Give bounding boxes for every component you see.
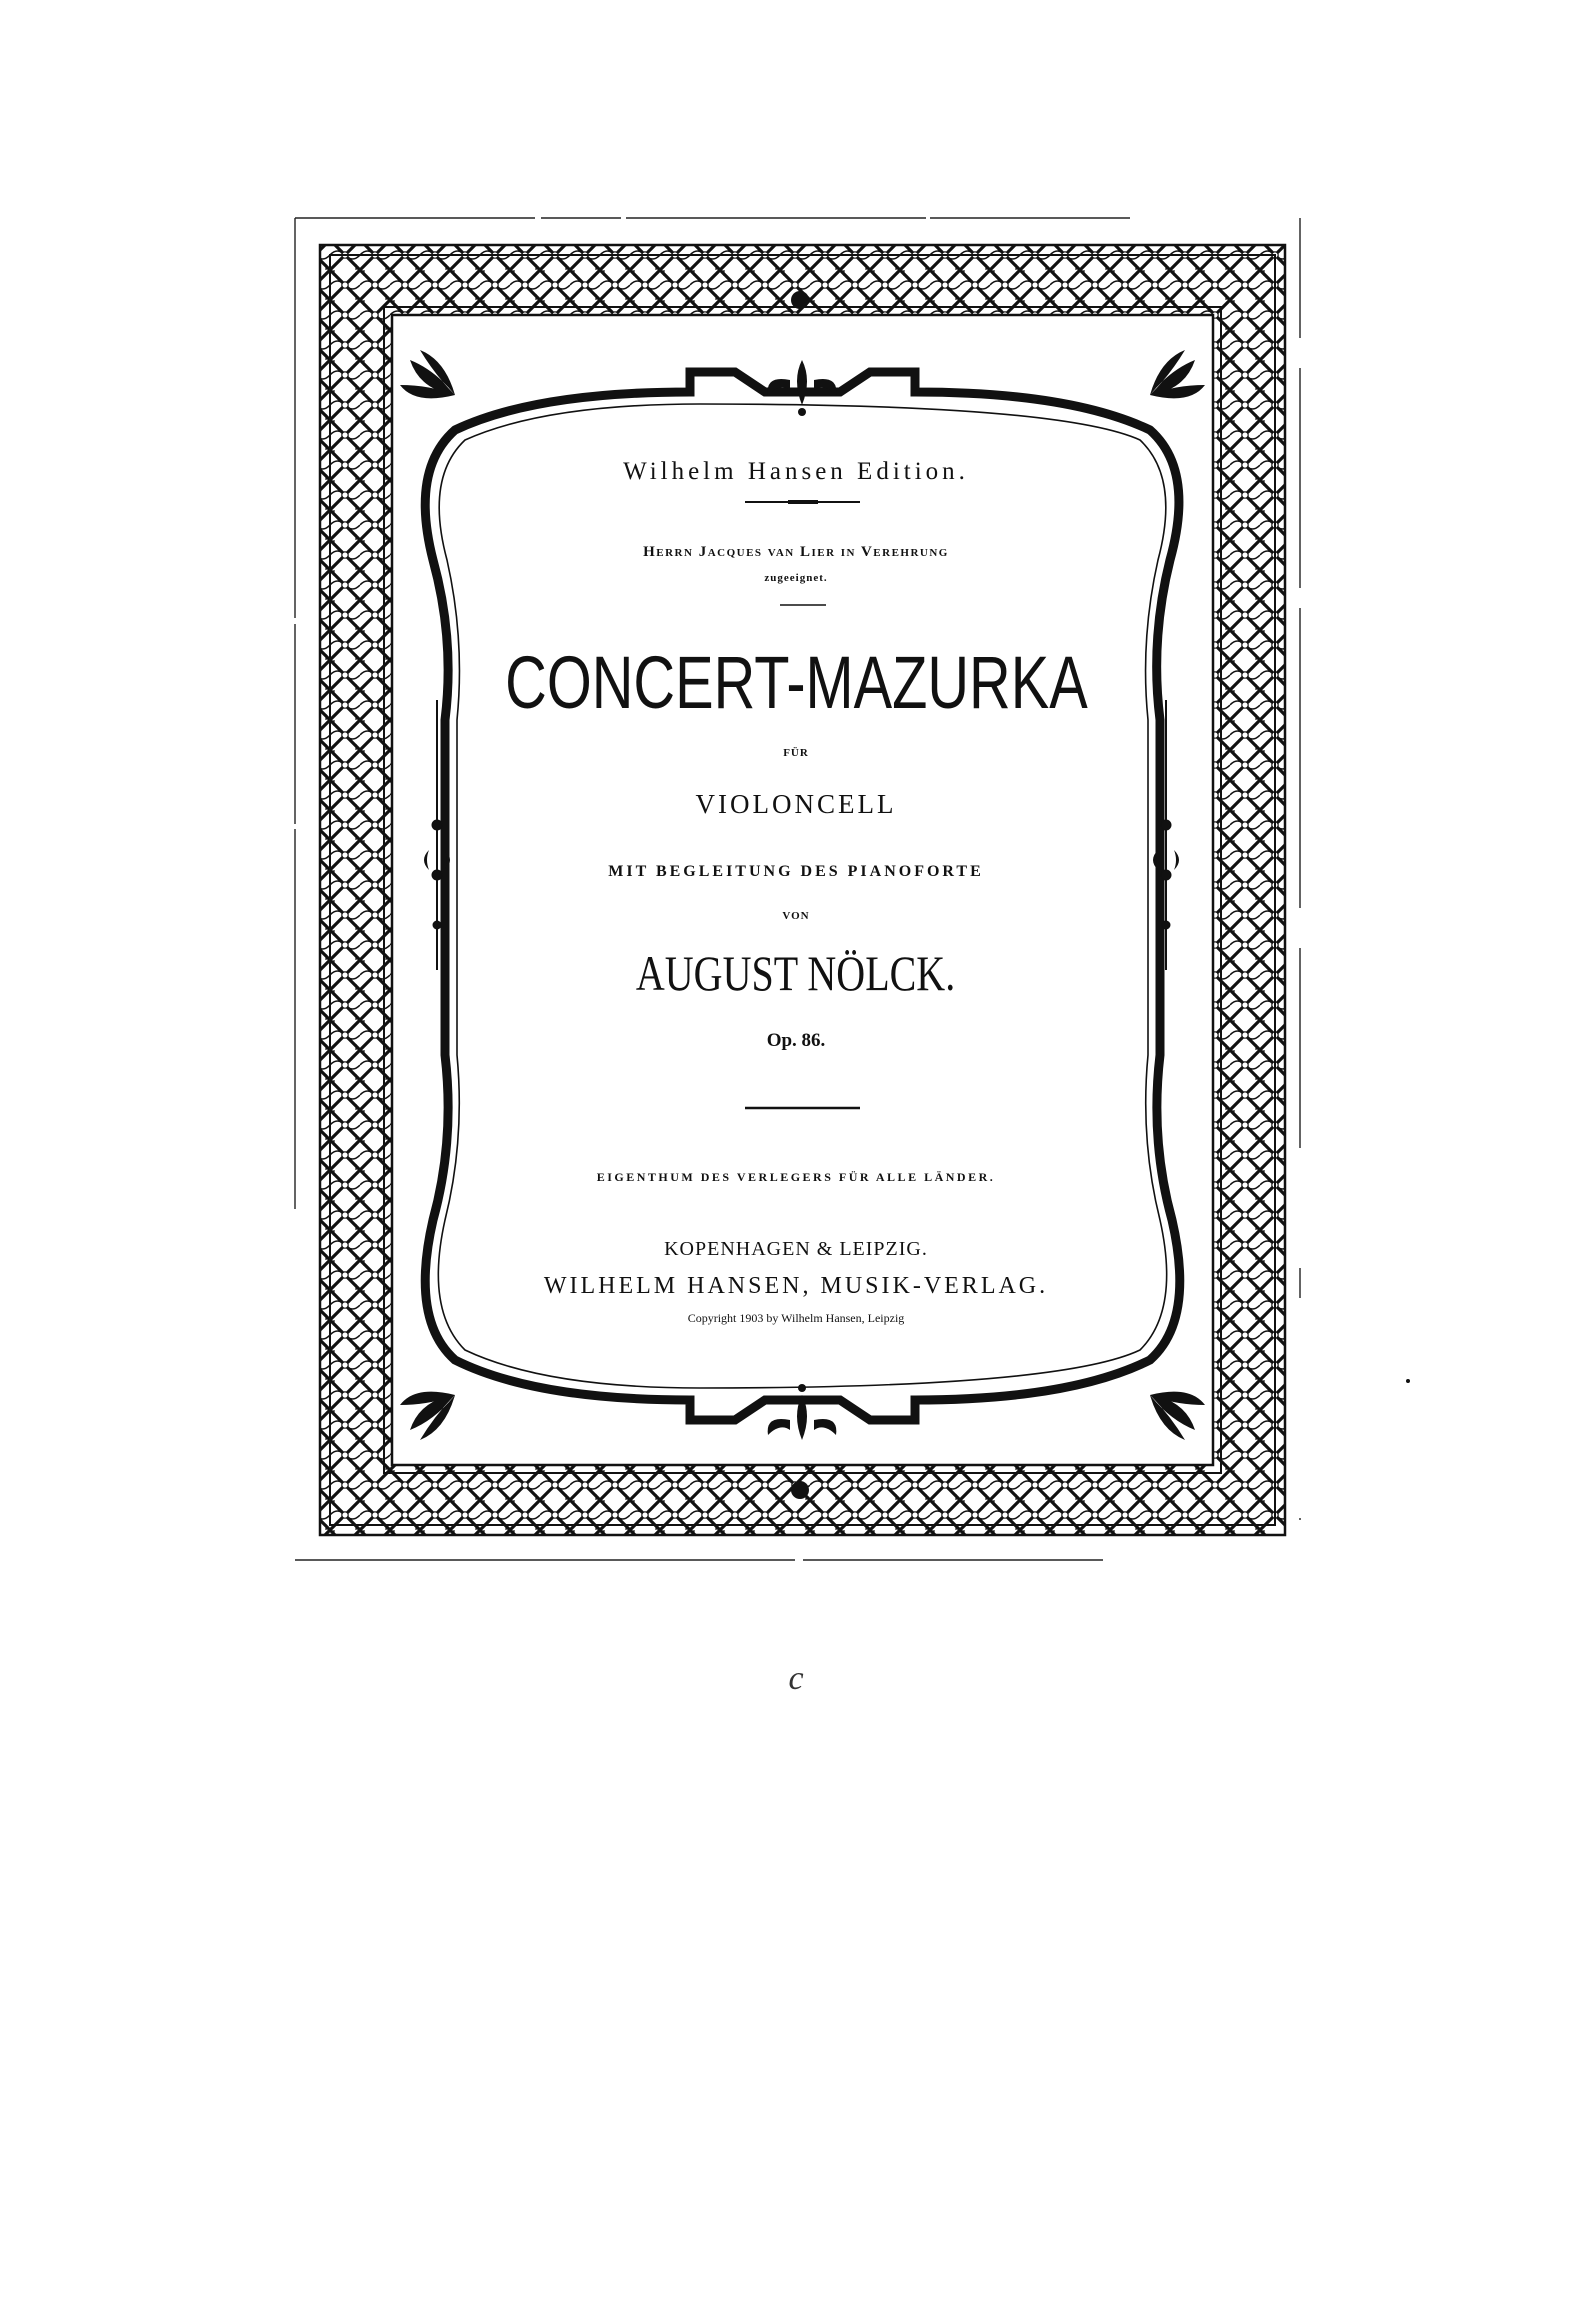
page-mark: c — [788, 1660, 804, 1697]
publisher-city: KOPENHAGEN & LEIPZIG. — [664, 1238, 928, 1260]
edition-heading: Wilhelm Hansen Edition. — [623, 458, 969, 485]
dedication-line-1: Herrn Jacques van Lier in Verehrung — [643, 544, 949, 560]
publisher-name: WILHELM HANSEN, MUSIK-VERLAG. — [543, 1273, 1049, 1299]
copyright-notice: Copyright 1903 by Wilhelm Hansen, Leipzig — [687, 1311, 905, 1325]
work-title — [0, 640, 1592, 725]
accompaniment-label: MIT BEGLEITUNG DES PIANOFORTE — [608, 863, 984, 880]
opus-number: Op. 86. — [766, 1030, 826, 1051]
composer-name — [0, 944, 1592, 1002]
dedication-line-2: zugeeignet. — [764, 572, 828, 584]
rights-notice: EIGENTHUM DES VERLEGERS FÜR ALLE LÄNDER. — [596, 1170, 996, 1184]
von-label: VON — [782, 910, 810, 922]
composer-name-text: AUGUST NÖLCK. — [636, 945, 956, 1001]
work-title-text: CONCERT-MAZURKA — [504, 641, 1088, 724]
central-cartouche — [425, 372, 1180, 1420]
stray-dot — [1406, 1379, 1410, 1383]
fur-label: FÜR — [783, 747, 809, 759]
instrument-label: VIOLONCELL — [695, 789, 897, 819]
